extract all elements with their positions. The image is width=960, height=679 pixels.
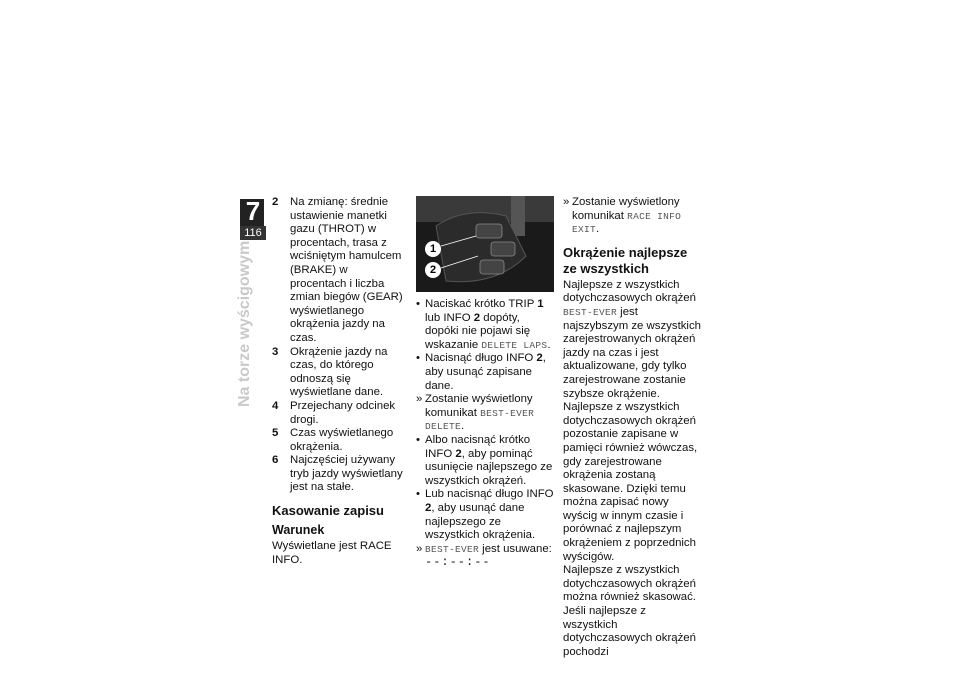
item-number: 5 — [272, 427, 279, 440]
display-text: RACE INFO EXIT — [572, 210, 682, 236]
display-text: BEST-EVER DELETE — [425, 407, 535, 433]
item-text: Najczęściej używany tryb jazdy wyświetlany jest na stałe. — [290, 454, 403, 494]
item-number: 3 — [272, 345, 279, 358]
column-3 — [563, 196, 703, 659]
column-1 — [272, 196, 407, 567]
display-text: DELETE LAPS — [481, 339, 548, 351]
item-text: Na zmianę: średnie ustawienie manetki gazu (THROT) w procentach, trasa z wciśniętym hamulcem (BRAKE) w procentach i liczba zmian biegów (GEAR) wyświetlanego okrążenia jazdy na czas. — [290, 196, 403, 344]
section-title: Na torze wyścigowym — [236, 240, 253, 407]
result-item: » Zostanie wyświetlony komunikat RACE INFO EXIT. — [563, 196, 682, 236]
page-number: 116 — [240, 226, 266, 240]
item-text: Czas wyświetlanego okrążenia. — [290, 427, 394, 453]
condition-text: Wyświetlane jest RACE INFO. — [272, 540, 392, 566]
display-text: BEST-EVER — [563, 306, 618, 318]
callout-2: 2 — [425, 262, 441, 278]
item-number: 4 — [272, 399, 279, 412]
paragraph: Najlepsze z wszystkich dotychczasowych okrążeń można również skasować. — [563, 564, 696, 604]
list-item — [272, 400, 407, 427]
chapter-number: 7 — [245, 196, 261, 226]
section-heading: Okrążenie najlepsze ze wszystkich — [563, 244, 688, 276]
section-heading: Kasowanie zapisu — [272, 503, 384, 519]
bullet-item: • Albo nacisnąć krótko INFO 2, aby pominąć usunięcie najlepszego ze wszystkich okrążeń. — [416, 433, 553, 487]
paragraph: Najlepsze z wszystkich dotychczasowych okrążeń BEST-EVER jest najszybszym ze wszystkich zarejestrowanych okrążeń jazdy na czas i jest aktualizowane, gdy tylko zarejestrowane zostanie szybsze okrążenie. — [563, 278, 701, 400]
bullet-item: • Nacisnąć długo INFO 2, aby usunąć zapisane dane. — [416, 352, 546, 392]
result-item: » Zostanie wyświetlony komunikat BEST-EVER DELETE. — [416, 393, 535, 433]
item-number: 2 — [272, 196, 279, 208]
item-text: Przejechany odcinek drogi. — [290, 399, 396, 426]
paragraph: Jeśli najlepsze z wszystkich dotychczasowych okrążeń pochodzi — [563, 605, 696, 658]
display-text: BEST-EVER — [425, 543, 480, 555]
condition-heading: Warunek — [272, 523, 325, 538]
list-item — [272, 196, 407, 346]
bullet-item: • Lub nacisnąć długo INFO 2, aby usunąć dane najlepszego ze wszystkich okrążenia. — [416, 488, 554, 542]
list-item — [272, 427, 407, 454]
item-text: Okrążenie jazdy na czas, do którego odnoszą się wyświetlane dane. — [290, 345, 388, 399]
column-2 — [416, 196, 554, 570]
item-number: 6 — [272, 454, 279, 467]
bullet-item: • Naciskać krótko TRIP 1 lub INFO 2 dopóty, dopóki nie pojawi się wskazanie DELETE LAPS. — [416, 298, 551, 351]
display-dashes: --:--:-- — [425, 555, 491, 570]
list-item — [272, 346, 407, 400]
result-item: » BEST-EVER jest usuwane: --:--:-- — [416, 542, 552, 570]
paragraph: Najlepsze z wszystkich dotychczasowych okrążeń pozostanie zapisane w pamięci również wówczas, gdy zarejestrowane okrążenia zostaną skasowane. Dzięki temu można zapisać nowy wyścig w innym czasie i porównać z najlepszym okrążeniem z poprzednich wyścigów. — [563, 401, 698, 563]
handlebar-photo — [416, 196, 554, 292]
list-item — [272, 454, 407, 495]
callout-1: 1 — [425, 241, 441, 257]
